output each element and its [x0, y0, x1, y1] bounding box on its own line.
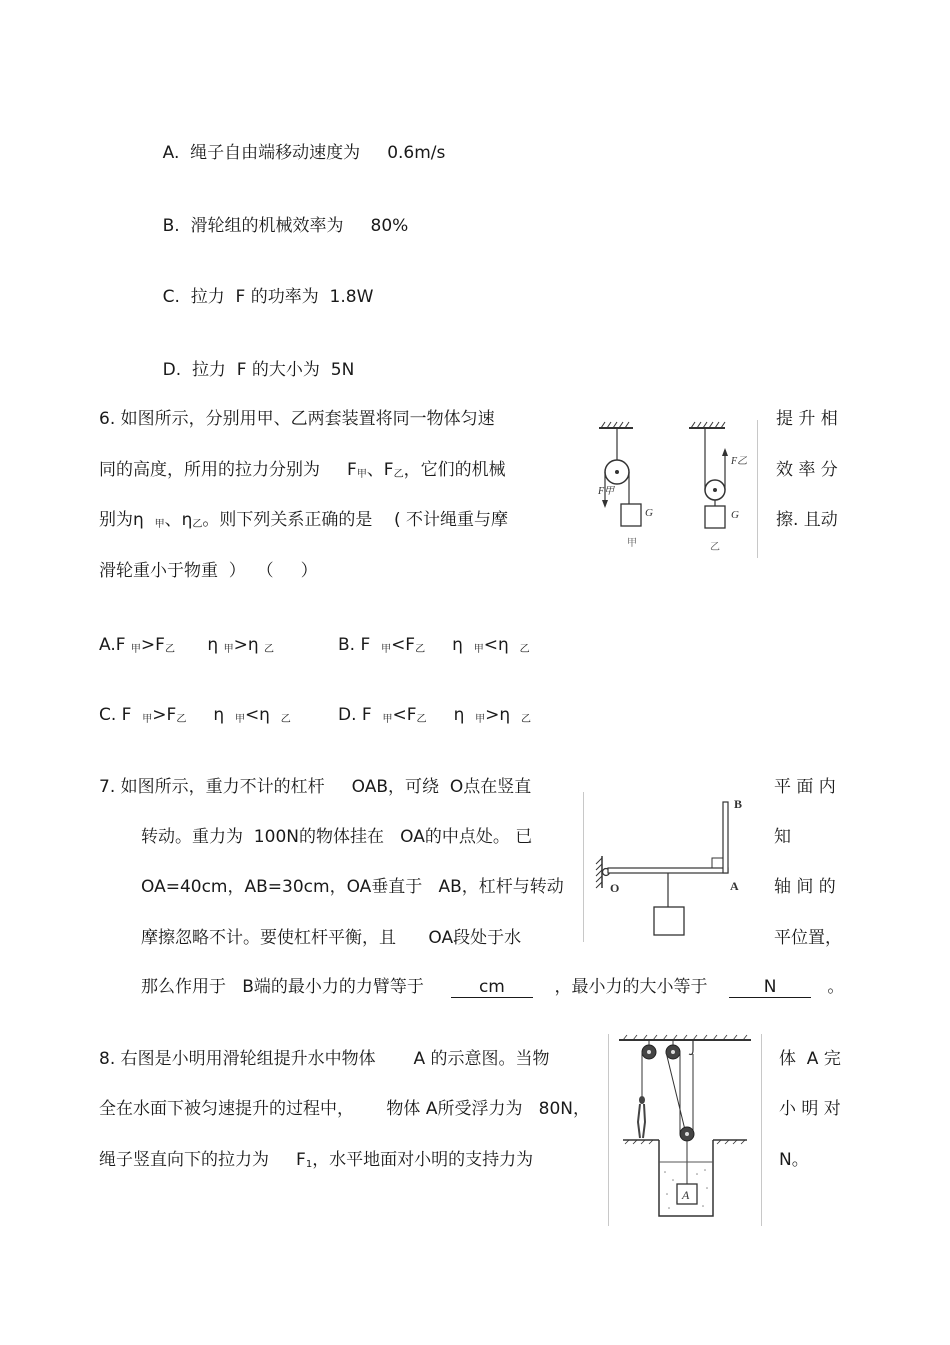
q7-line-4: 摩擦忽略不计。要使杠杆平衡，且 OA段处于水 [141, 928, 522, 948]
label-f-jia: F甲 [598, 486, 615, 497]
text: η [207, 635, 219, 655]
q5-option-d [141, 337, 354, 403]
q8-line-3 [99, 1149, 533, 1176]
q6-pulley-figure [585, 420, 758, 558]
q7-line-3: OA=40cm，AB=30cm，OA垂直于 AB，杠杆与转动 [141, 877, 564, 897]
label-b: B [734, 797, 743, 811]
q6-line-1: 6. 如图所示，分别用甲、乙两套装置将同一物体匀速 [99, 409, 495, 429]
text: η [453, 705, 465, 725]
option-value: 80% [370, 216, 409, 236]
subscript: 乙 [164, 644, 175, 655]
q6-option-b [338, 634, 530, 661]
text: F [296, 1150, 306, 1170]
text: <F [391, 635, 416, 655]
text: η [213, 705, 225, 725]
text: 。则下列关系正确的是 ( 不计绳重与摩 [202, 510, 509, 530]
q7-line-1: 7. 如图所示，重力不计的杠杆 OAB，可绕 O点在竖直 [99, 777, 532, 797]
lever-oa [608, 868, 728, 873]
weight-block-icon [621, 504, 641, 526]
text: >η [485, 705, 511, 725]
pulley-water-diagram-svg [609, 1034, 761, 1226]
lever-diagram-svg [584, 792, 758, 942]
q7-line-3-right: 轴 间 的 [774, 877, 836, 897]
text: <η [483, 635, 509, 655]
q5-option-c [141, 264, 373, 330]
text: >F [152, 705, 177, 725]
q5-option-a [141, 120, 445, 186]
option-label: D. [162, 360, 182, 380]
caption-yi: 乙 [710, 542, 720, 553]
label-a: A [730, 879, 739, 893]
subscript: 乙 [264, 644, 275, 655]
label-o: O [610, 881, 620, 895]
subscript: 乙 [393, 469, 404, 480]
subscript: 甲 [382, 714, 393, 725]
q6-line-3-right: 擦. 且动 [776, 510, 838, 530]
q8-line-2-right: 小 明 对 [779, 1099, 841, 1119]
q6-option-d [338, 704, 531, 731]
text: η [452, 635, 463, 655]
subscript: 甲 [475, 714, 486, 725]
option-label: B. [162, 216, 180, 236]
text: C. F [99, 705, 132, 725]
text: F [347, 460, 357, 480]
answer-blank-cm[interactable]: cm [451, 977, 533, 998]
text: 那么作用于 B端的最小力的力臂等于 [141, 977, 424, 997]
option-value: 1.8W [329, 287, 374, 307]
subscript: 甲 [223, 644, 234, 655]
text: <F [392, 705, 417, 725]
option-value: 0.6m/s [387, 143, 446, 163]
subscript: 甲 [154, 519, 165, 530]
text: ，最小力的大小等于 [554, 977, 708, 997]
text: 、F [366, 460, 394, 480]
person-icon [639, 1096, 645, 1104]
option-text: 拉力 F 的大小为 [191, 360, 320, 380]
q6-line-2 [99, 459, 506, 486]
label-g-right: G [731, 509, 739, 521]
option-value: 5N [330, 360, 355, 380]
q6-line-2-right: 效 率 分 [776, 460, 838, 480]
text: ，水平地面对小明的支持力为 [312, 1150, 534, 1170]
q7-line-2: 转动。重力为 100N的物体挂在 OA的中点处。 已 [141, 827, 533, 847]
option-label: A. [162, 143, 180, 163]
subscript: 乙 [416, 714, 427, 725]
q6-line-1-right: 提 升 相 [776, 409, 838, 429]
text: ，它们的机械 [403, 460, 506, 480]
q6-option-a [99, 634, 274, 661]
subscript: 甲 [356, 469, 367, 480]
text: 、η [164, 510, 193, 530]
subscript: 甲 [234, 714, 245, 725]
weight-block-icon [705, 506, 725, 528]
label-a: A [682, 1188, 690, 1202]
q7-line-4-right: 平位置， [774, 928, 842, 948]
q7-line-2-right: 知 [774, 827, 791, 847]
option-text: 拉力 F 的功率为 [190, 287, 319, 307]
q8-line-3-right: N。 [779, 1150, 809, 1170]
text: 同的高度，所用的拉力分别为 [99, 460, 320, 480]
subscript: 乙 [280, 714, 291, 725]
subscript: 乙 [521, 714, 531, 725]
text: A.F [99, 635, 126, 655]
text: <η [244, 705, 270, 725]
q6-line-3 [99, 509, 508, 536]
text: 别为η [99, 510, 144, 530]
subscript: 乙 [415, 644, 426, 655]
q6-option-c [99, 704, 291, 731]
subscript: 乙 [176, 714, 187, 725]
q8-line-1-right: 体 A 完 [779, 1049, 841, 1069]
option-text: 绳子自由端移动速度为 [190, 143, 361, 163]
q7-line-1-right: 平 面 内 [774, 777, 836, 797]
option-text: 滑轮组的机械效率为 [190, 216, 344, 236]
text: 绳子竖直向下的拉力为 [99, 1150, 269, 1170]
text: D. F [338, 705, 372, 725]
subscript: 1 [305, 1159, 313, 1170]
text: >F [140, 635, 165, 655]
subscript: 乙 [192, 519, 203, 530]
option-label: C. [162, 287, 180, 307]
q8-line-1: 8. 右图是小明用滑轮组提升水中物体 A 的示意图。当物 [99, 1049, 550, 1069]
q7-line-5 [141, 976, 844, 998]
label-g-left: G [645, 507, 653, 519]
subscript: 甲 [381, 644, 392, 655]
q5-option-b [141, 193, 408, 259]
caption-jia: 甲 [627, 538, 637, 549]
weight-block-icon [654, 907, 684, 935]
label-f-yi: F乙 [731, 456, 748, 467]
q8-pulley-water-figure [608, 1034, 762, 1226]
answer-blank-n[interactable]: N [729, 977, 811, 998]
subscript: 甲 [473, 644, 484, 655]
lever-ab [723, 802, 728, 873]
q8-line-2: 全在水面下被匀速提升的过程中， 物体 A所受浮力为 80N， [99, 1099, 591, 1119]
pulley-diagram-svg [585, 420, 757, 558]
text: 。 [827, 977, 845, 997]
text: B. F [338, 635, 371, 655]
q7-lever-figure [583, 792, 758, 942]
text: >η [233, 635, 259, 655]
subscript: 甲 [142, 714, 153, 725]
subscript: 乙 [519, 644, 530, 655]
q6-line-4: 滑轮重小于物重 ） （ ） [99, 561, 318, 581]
subscript: 甲 [130, 644, 141, 655]
